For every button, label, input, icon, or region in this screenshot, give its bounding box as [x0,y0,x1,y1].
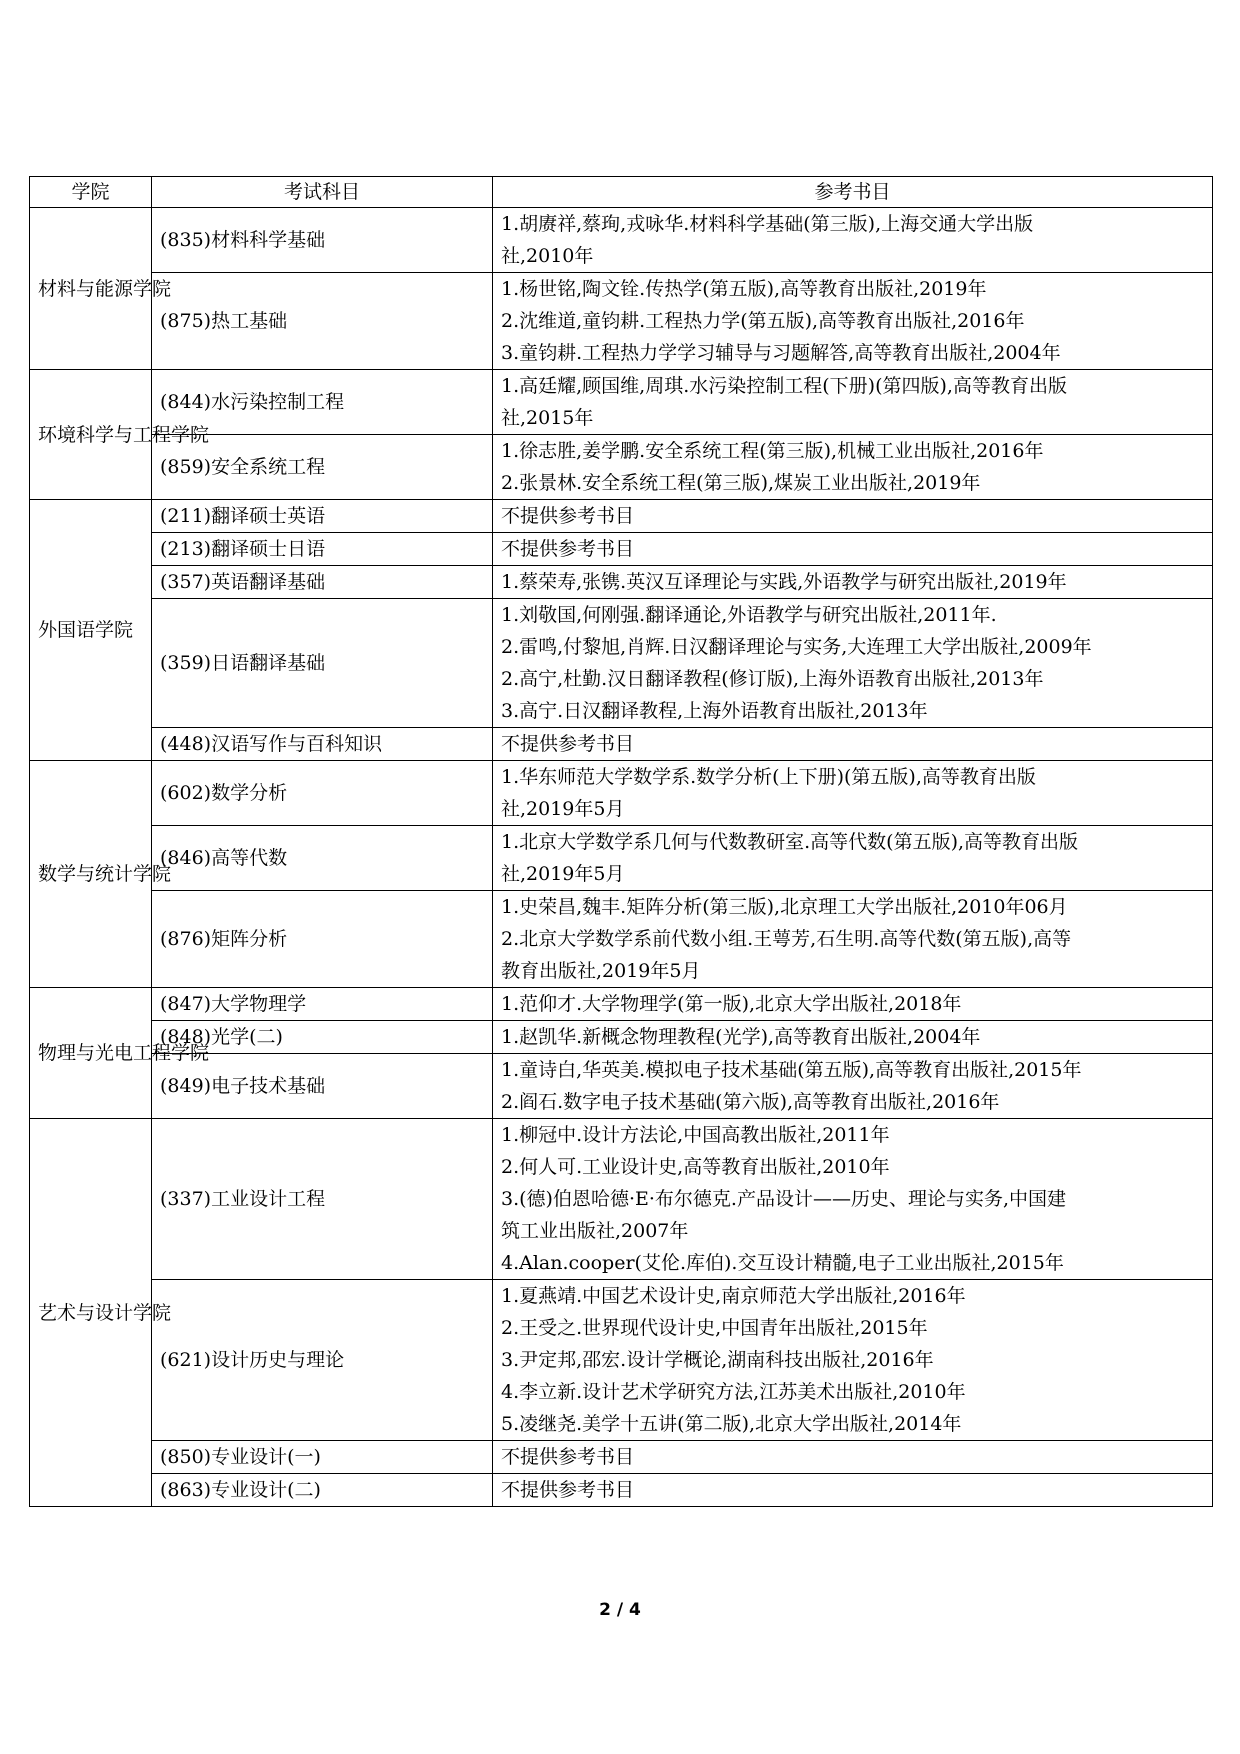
subject-cell: (602)数学分析 [152,761,493,826]
header-books: 参考书目 [493,177,1213,208]
table-row [30,988,1213,1021]
subject-cell: (848)光学(二) [152,1021,493,1054]
book-entry: 社,2010年 [501,245,594,267]
subject-cell: (621)设计历史与理论 [152,1280,493,1441]
book-entry: 教育出版社,2019年5月 [501,960,701,982]
book-entry: 不提供参考书目 [501,505,635,527]
table-header-row [30,177,1213,208]
table-row [30,208,1213,273]
books-cell [493,533,1213,566]
book-entry: 2.沈维道,童钧耕.工程热力学(第五版),高等教育出版社,2016年 [501,310,1025,332]
book-entry: 1.高廷耀,顾国维,周琪.水污染控制工程(下册)(第四版),高等教育出版 [501,375,1067,397]
subject-cell: (875)热工基础 [152,273,493,370]
books-cell [493,988,1213,1021]
table-row [30,566,1213,599]
book-entry: 1.蔡荣寿,张镌.英汉互译理论与实践,外语教学与研究出版社,2019年 [501,571,1067,593]
college-cell: 外国语学院 [30,500,152,761]
books-cell [493,728,1213,761]
college-cell: 艺术与设计学院 [30,1119,152,1507]
books-cell [493,1054,1213,1119]
subject-cell: (850)专业设计(一) [152,1441,493,1474]
table-row [30,273,1213,370]
table-row [30,500,1213,533]
book-entry: 2.张景林.安全系统工程(第三版),煤炭工业出版社,2019年 [501,472,981,494]
subject-cell: (847)大学物理学 [152,988,493,1021]
book-entry: 不提供参考书目 [501,1479,635,1501]
subject-cell: (213)翻译硕士日语 [152,533,493,566]
books-cell [493,1280,1213,1441]
book-entry: 3.童钧耕.工程热力学学习辅导与习题解答,高等教育出版社,2004年 [501,342,1061,364]
book-entry: 1.范仰才.大学物理学(第一版),北京大学出版社,2018年 [501,993,962,1015]
table-row [30,533,1213,566]
table-row [30,1119,1213,1280]
table-row [30,728,1213,761]
college-cell: 物理与光电工程学院 [30,988,152,1119]
book-entry: 1.北京大学数学系几何与代数教研室.高等代数(第五版),高等教育出版 [501,831,1079,853]
subject-cell: (337)工业设计工程 [152,1119,493,1280]
subject-cell: (211)翻译硕士英语 [152,500,493,533]
book-entry: 2.雷鸣,付黎旭,肖辉.日汉翻译理论与实务,大连理工大学出版社,2009年 [501,636,1092,658]
books-cell [493,1474,1213,1507]
table-body [30,208,1213,1507]
table-row [30,1021,1213,1054]
table-row [30,1280,1213,1441]
book-entry: 1.史荣昌,魏丰.矩阵分析(第三版),北京理工大学出版社,2010年06月 [501,896,1068,918]
books-cell [493,761,1213,826]
book-entry: 5.凌继尧.美学十五讲(第二版),北京大学出版社,2014年 [501,1413,962,1435]
subject-cell: (876)矩阵分析 [152,891,493,988]
subject-cell: (844)水污染控制工程 [152,370,493,435]
college-cell: 材料与能源学院 [30,208,152,370]
header-subject: 考试科目 [152,177,493,208]
book-entry: 1.赵凯华.新概念物理教程(光学),高等教育出版社,2004年 [501,1026,981,1048]
subject-cell: (859)安全系统工程 [152,435,493,500]
book-entry: 3.尹定邦,邵宏.设计学概论,湖南科技出版社,2016年 [501,1349,934,1371]
book-entry: 1.夏燕靖.中国艺术设计史,南京师范大学出版社,2016年 [501,1285,966,1307]
reference-books-table [29,176,1213,1507]
book-entry: 1.刘敬国,何刚强.翻译通论,外语教学与研究出版社,2011年. [501,604,997,626]
book-entry: 1.童诗白,华英美.模拟电子技术基础(第五版),高等教育出版社,2015年 [501,1059,1082,1081]
books-cell [493,599,1213,728]
book-entry: 2.阎石.数字电子技术基础(第六版),高等教育出版社,2016年 [501,1091,1000,1113]
book-entry: 2.高宁,杜勤.汉日翻译教程(修订版),上海外语教育出版社,2013年 [501,668,1044,690]
book-entry: 2.王受之.世界现代设计史,中国青年出版社,2015年 [501,1317,928,1339]
subject-cell: (849)电子技术基础 [152,1054,493,1119]
subject-cell: (357)英语翻译基础 [152,566,493,599]
table-row [30,1474,1213,1507]
book-entry: 社,2019年5月 [501,863,625,885]
table-row [30,599,1213,728]
subject-cell: (359)日语翻译基础 [152,599,493,728]
college-cell: 环境科学与工程学院 [30,370,152,500]
books-cell [493,1119,1213,1280]
table-row [30,761,1213,826]
book-entry: 不提供参考书目 [501,1446,635,1468]
subject-cell: (835)材料科学基础 [152,208,493,273]
book-entry: 1.徐志胜,姜学鹏.安全系统工程(第三版),机械工业出版社,2016年 [501,440,1044,462]
books-cell [493,273,1213,370]
books-cell [493,1441,1213,1474]
book-entry: 3.(德)伯恩哈德·E·布尔德克.产品设计——历史、理论与实务,中国建 [501,1188,1066,1210]
book-entry: 社,2015年 [501,407,594,429]
book-entry: 3.高宁.日汉翻译教程,上海外语教育出版社,2013年 [501,700,928,722]
books-cell [493,826,1213,891]
reference-books-sheet [29,176,1212,1507]
book-entry: 1.胡赓祥,蔡珣,戎咏华.材料科学基础(第三版),上海交通大学出版 [501,213,1034,235]
book-entry: 1.华东师范大学数学系.数学分析(上下册)(第五版),高等教育出版 [501,766,1036,788]
books-cell [493,500,1213,533]
college-cell: 数学与统计学院 [30,761,152,988]
subject-cell: (448)汉语写作与百科知识 [152,728,493,761]
subject-cell: (846)高等代数 [152,826,493,891]
book-entry: 1.柳冠中.设计方法论,中国高教出版社,2011年 [501,1124,890,1146]
book-entry: 不提供参考书目 [501,538,635,560]
table-row [30,826,1213,891]
books-cell [493,891,1213,988]
table-row [30,370,1213,435]
book-entry: 2.北京大学数学系前代数小组.王萼芳,石生明.高等代数(第五版),高等 [501,928,1072,950]
book-entry: 不提供参考书目 [501,733,635,755]
book-entry: 2.何人可.工业设计史,高等教育出版社,2010年 [501,1156,890,1178]
book-entry: 4.Alan.cooper(艾伦.库伯).交互设计精髓,电子工业出版社,2015年 [501,1252,1064,1274]
table-row [30,891,1213,988]
books-cell [493,208,1213,273]
books-cell [493,370,1213,435]
books-cell [493,566,1213,599]
book-entry: 4.李立新.设计艺术学研究方法,江苏美术出版社,2010年 [501,1381,966,1403]
book-entry: 筑工业出版社,2007年 [501,1220,689,1242]
book-entry: 社,2019年5月 [501,798,625,820]
page-number: 2 / 4 [599,1600,641,1620]
book-entry: 1.杨世铭,陶文铨.传热学(第五版),高等教育出版社,2019年 [501,278,987,300]
header-college: 学院 [30,177,152,208]
books-cell [493,1021,1213,1054]
table-row [30,1441,1213,1474]
subject-cell: (863)专业设计(二) [152,1474,493,1507]
books-cell [493,435,1213,500]
